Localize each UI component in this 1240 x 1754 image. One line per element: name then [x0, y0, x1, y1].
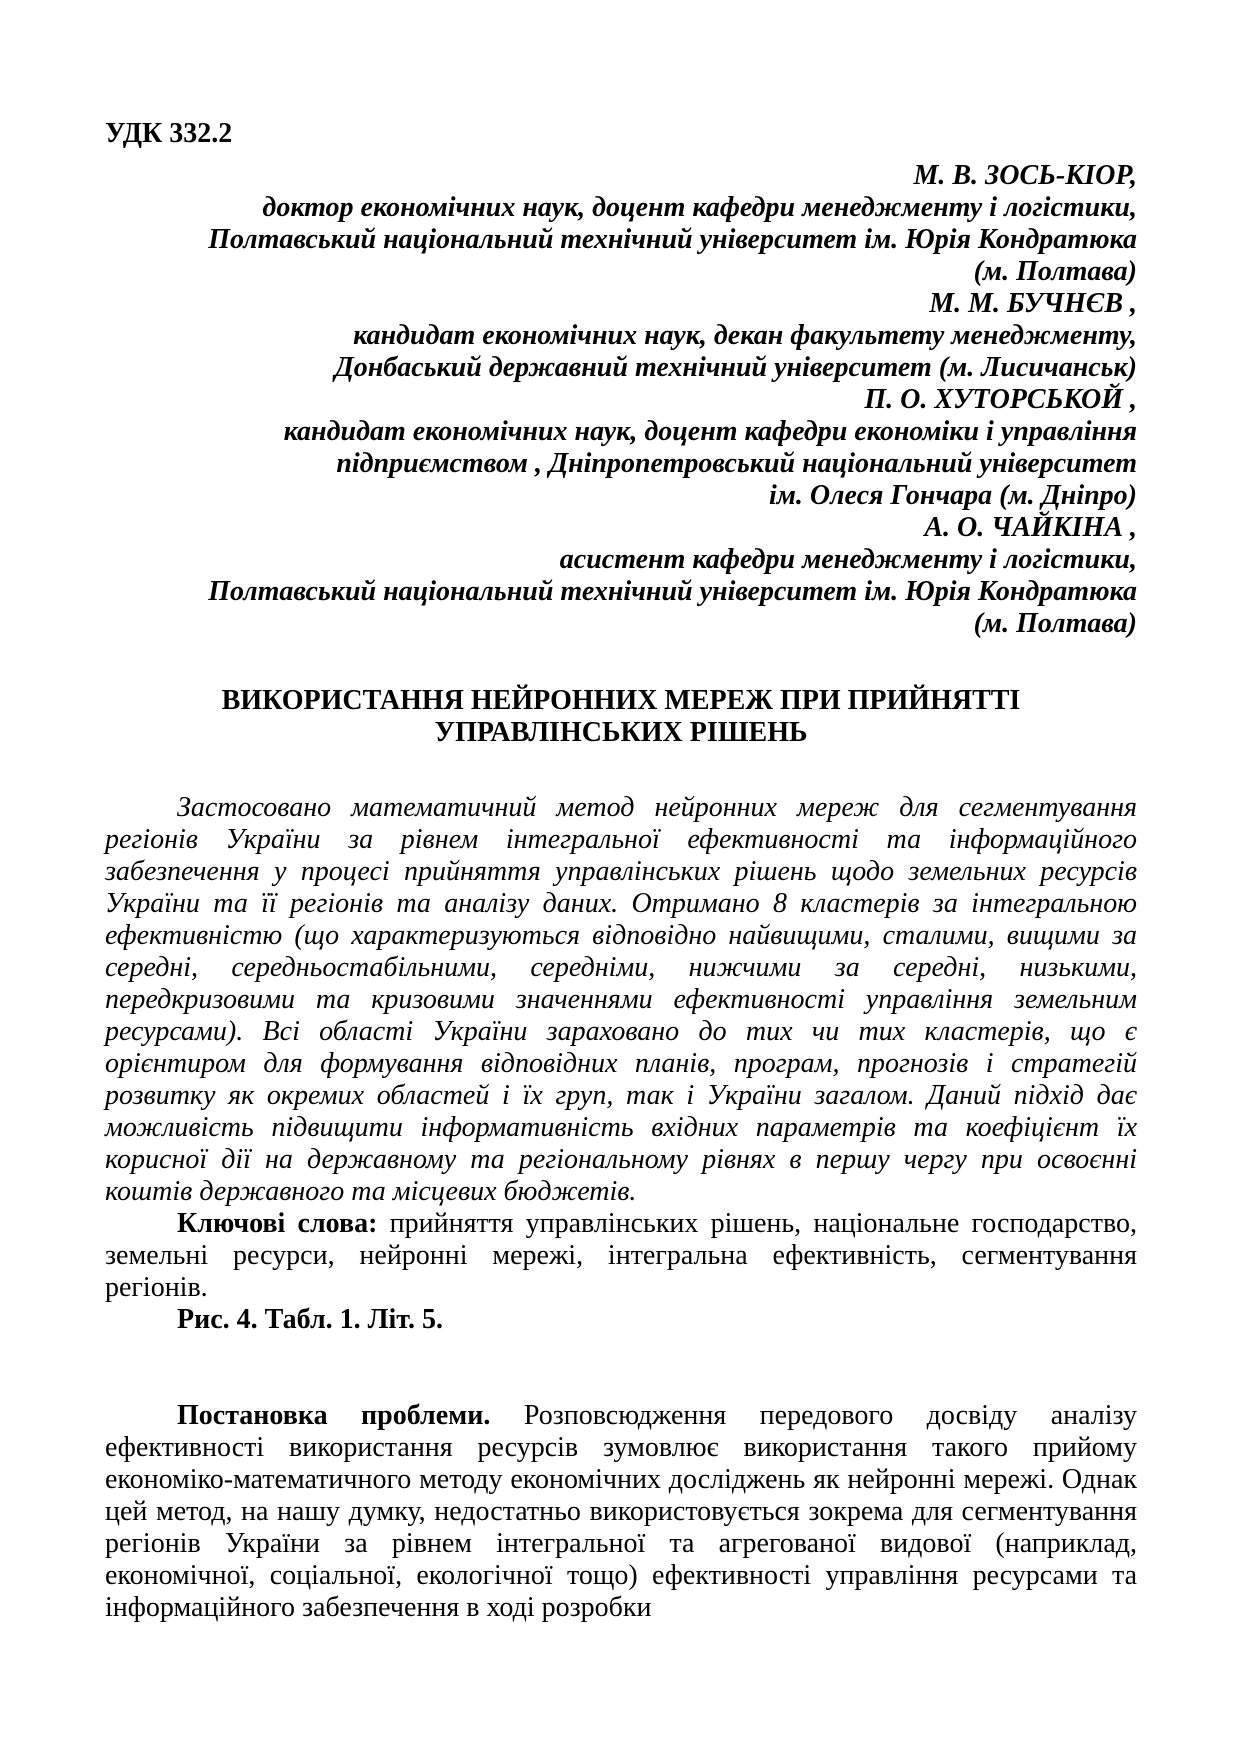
author-city: ім. Олеся Гончара (м. Дніпро) — [768, 480, 1137, 511]
author-affiliation: Полтавський національний технічний університет ім. Юрія Кондратюка — [208, 224, 1137, 255]
author-name: А. О. ЧАЙКІНА , — [924, 512, 1137, 543]
author-name: М. В. ЗОСЬ-КІОР, — [913, 160, 1137, 191]
article-title-line: ВИКОРИСТАННЯ НЕЙРОННИХ МЕРЕЖ ПРИ ПРИЙНЯТТІ — [221, 685, 1021, 716]
problem-statement-paragraph — [105, 1400, 1137, 1624]
problem-statement-label: Постановка проблеми. — [177, 1400, 491, 1431]
keywords-paragraph — [105, 1208, 1137, 1304]
article-title — [105, 685, 1137, 749]
author-affiliation: кандидат економічних наук, декан факультету менеджменту, — [353, 320, 1137, 351]
udc-code: УДК 332.2 — [105, 118, 233, 149]
keywords-label: Ключові слова: — [177, 1208, 378, 1239]
author-name: М. М. БУЧНЄВ , — [929, 288, 1137, 319]
article-title-line: УПРАВЛІНСЬКИХ РІШЕНЬ — [434, 717, 808, 748]
author-affiliation: Донбаський державний технічний університет (м. Лисичанськ) — [334, 352, 1137, 383]
author-block — [105, 160, 1137, 640]
author-affiliation: підприємством , Дніпропетровський національний університет — [336, 448, 1137, 479]
author-name: П. О. ХУТОРСЬКОЙ , — [864, 384, 1137, 415]
keywords-text: прийняття управлінських рішень, національне господарство, земельні ресурси, нейронні мережі, інтегральна ефективність, сегментування регіонів. — [105, 1208, 1137, 1303]
figures-tables-references-note: Рис. 4. Табл. 1. Літ. 5. — [177, 1304, 443, 1335]
problem-statement-text: Розповсюдження передового досвіду аналізу ефективності використання ресурсів зумовлює використання такого прийому економіко-математичного методу економічних досліджень як нейронні мережі. Однак цей метод, на нашу думку, недостатньо використовується зокрема для сегментування регіонів України за рівнем інтегральної та агрегованої видової (наприклад, економічної, соціальної, екологічної тощо) ефективності управління ресурсами та інформаційного забезпечення в ході розробки — [105, 1400, 1138, 1623]
abstract-paragraph: Застосовано математичний метод нейронних мереж для сегментування регіонів України за рівнем інтегральної ефективності та інформаційного забезпечення у процесі прийняття управлінських рішень щодо земельних ресурсів України та її регіонів та аналізу даних. Отримано 8 кластерів за інтегральною ефективністю (що характеризуються відповідно найвищими, сталими, вищими за середні, середньостабільними, середніми, нижчими за середні, низькими, передкризовими та кризовими значеннями ефективності управління земельним ресурсами). Всі області України зараховано до тих чи тих кластерів, що є орієнтиром для формування відповідних планів, програм, прогнозів і стратегій розвитку як окремих областей і їх груп, так і України загалом. Даний підхід дає можливість підвищити інформативність вхідних параметрів та коефіцієнт їх корисної дії на державному та регіональному рівнях в першу чергу при освоєнні коштів державного та місцевих бюджетів. — [105, 792, 1137, 1207]
author-affiliation: доктор економічних наук, доцент кафедри менеджменту і логістики, — [262, 192, 1137, 223]
author-city: (м. Полтава) — [973, 608, 1137, 639]
author-city: (м. Полтава) — [973, 256, 1137, 287]
author-affiliation: кандидат економічних наук, доцент кафедри економіки і управління — [283, 416, 1137, 447]
author-affiliation: асистент кафедри менеджменту і логістики, — [559, 544, 1137, 575]
author-affiliation: Полтавський національний технічний університет ім. Юрія Кондратюка — [208, 576, 1137, 607]
